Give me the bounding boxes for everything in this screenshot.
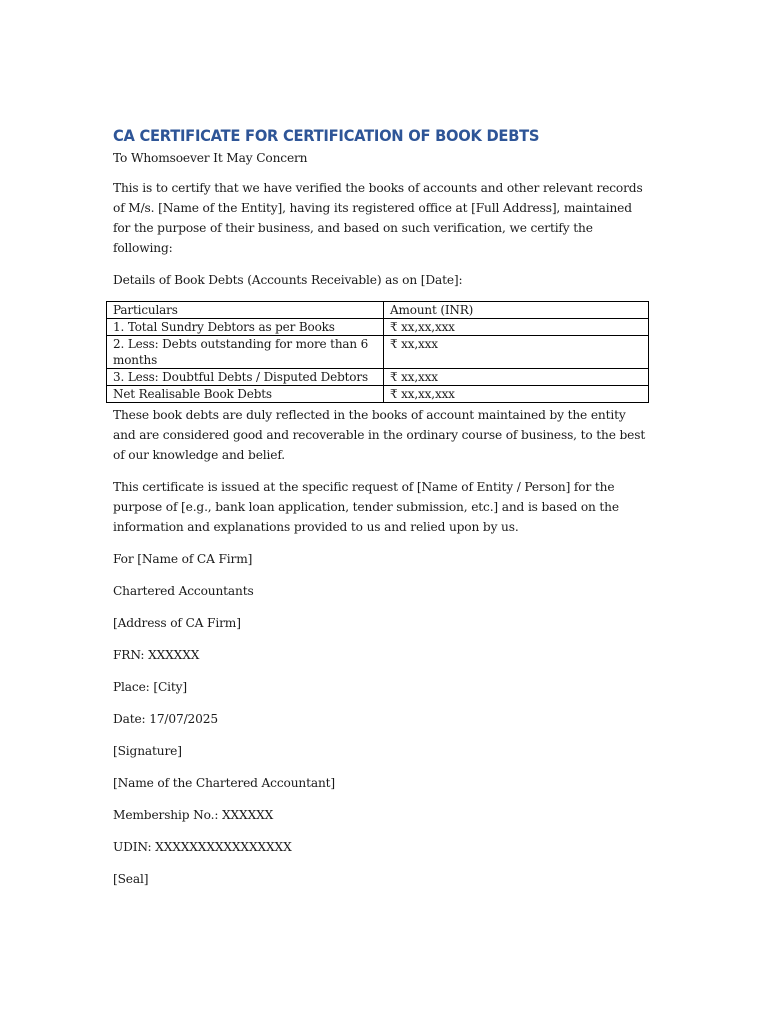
seal: [Seal] xyxy=(113,872,149,886)
table-header-cell: Particulars xyxy=(107,302,384,319)
table-cell: 1. Total Sundry Debtors as per Books xyxy=(107,319,384,336)
table-cell: ₹ xx,xxx xyxy=(384,336,649,369)
details-heading: Details of Book Debts (Accounts Receivable) as on [Date]: xyxy=(113,273,463,287)
purpose-paragraph: This certificate is issued at the specific request of [Name of Entity / Person] for the purpose of [e.g., bank loan application, tender submission, etc.] and is based on the information and explanations provided to us and relied upon by us. xyxy=(113,480,619,534)
table-header-row xyxy=(107,302,649,319)
table-row xyxy=(107,336,649,369)
table-row xyxy=(107,369,649,386)
salutation: To Whomsoever It May Concern xyxy=(113,151,308,165)
firm-name: For [Name of CA Firm] xyxy=(113,552,253,566)
book-debts-table xyxy=(106,301,649,403)
table-cell: ₹ xx,xx,xxx xyxy=(384,386,649,403)
table-row xyxy=(107,386,649,403)
table-cell: ₹ xx,xxx xyxy=(384,369,649,386)
firm-address: [Address of CA Firm] xyxy=(113,616,241,630)
ca-name: [Name of the Chartered Accountant] xyxy=(113,776,336,790)
place: Place: [City] xyxy=(113,680,187,694)
statement-paragraph: These book debts are duly reflected in the books of account maintained by the entity and are considered good and recoverable in the ordinary course of business, to the best of our knowledge and belief. xyxy=(113,408,646,462)
designation: Chartered Accountants xyxy=(113,584,254,598)
udin: UDIN: XXXXXXXXXXXXXXXX xyxy=(113,840,292,854)
document-page xyxy=(113,124,651,889)
table-cell: 3. Less: Doubtful Debts / Disputed Debtors xyxy=(107,369,384,386)
date: Date: 17/07/2025 xyxy=(113,712,218,726)
table-cell: 2. Less: Debts outstanding for more than 6 months xyxy=(107,336,384,369)
membership-number: Membership No.: XXXXXX xyxy=(113,808,274,822)
intro-paragraph: This is to certify that we have verified the books of accounts and other relevant records of M/s. [Name of the Entity], having its registered office at [Full Address], maintained for the purpose of their business, and based on such verification, we certify the following: xyxy=(113,181,643,255)
table-row xyxy=(107,319,649,336)
table-header-cell: Amount (INR) xyxy=(384,302,649,319)
signature: [Signature] xyxy=(113,744,182,758)
table-cell: ₹ xx,xx,xxx xyxy=(384,319,649,336)
document-title: CA CERTIFICATE FOR CERTIFICATION OF BOOK DEBTS xyxy=(113,126,540,145)
table-cell: Net Realisable Book Debts xyxy=(107,386,384,403)
frn: FRN: XXXXXX xyxy=(113,648,200,662)
